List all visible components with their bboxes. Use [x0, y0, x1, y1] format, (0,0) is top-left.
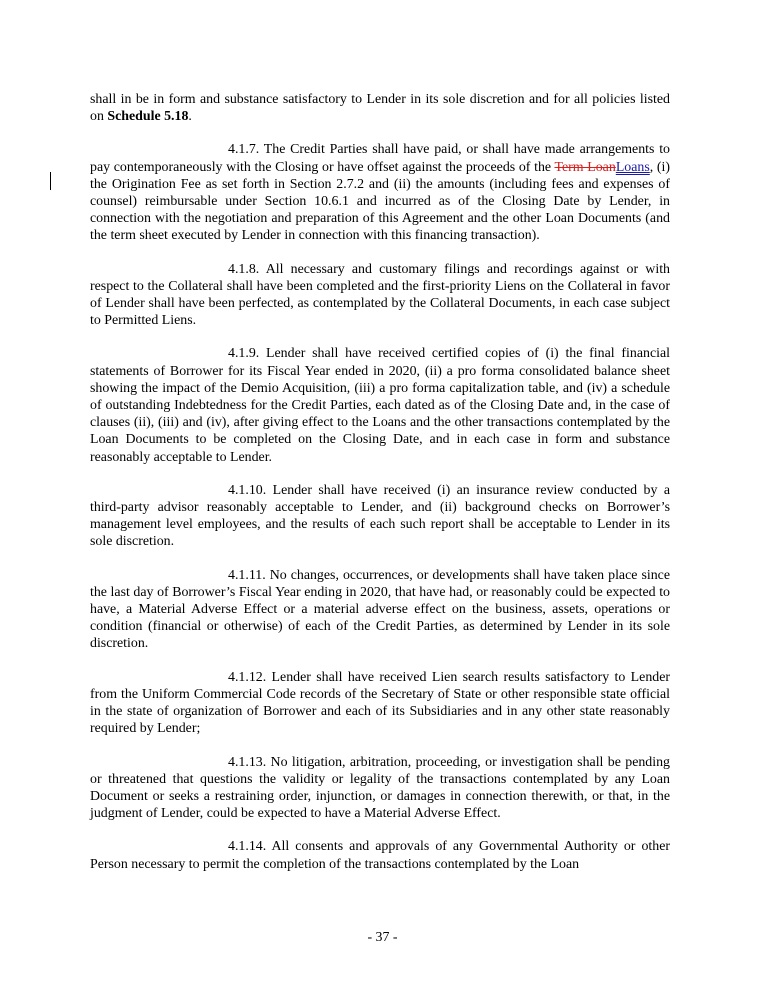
paragraph-text: 4.1.7. The Credit Parties shall have paid, or shall have made arrangements to pay contemporaneously with the Closing or have offset against the proceeds of the: [90, 142, 670, 175]
paragraph-4-1-10: 4.1.10. Lender shall have received (i) an insurance review conducted by a third-party advisor reasonably acceptable to Lender, and (ii) background checks on Borrower’s management level employees, and the results of each such report shall be acceptable to Lender in its sole discretion.: [90, 482, 670, 550]
revision-change-bar: [50, 172, 51, 190]
paragraph-4-1-12: 4.1.12. Lender shall have received Lien search results satisfactory to Lender from the Uniform Commercial Code records of the Secretary of State or other responsible state official in the state of organization of Borrower and each of its Subsidiaries and in any other state reasonably required by Lender;: [90, 669, 670, 737]
paragraph-4-1-11: 4.1.11. No changes, occurrences, or developments shall have taken place since the last day of Borrower’s Fiscal Year ending in 2020, that have had, or reasonably could be expected to have, a Material Adverse Effect or a material adverse effect on the business, assets, operations or condition (financial or otherwise) of each of the Credit Parties, as determined by Lender in its sole discretion.: [90, 567, 670, 652]
paragraph-4-1-8: 4.1.8. All necessary and customary filings and recordings against or with respect to the Collateral shall have been completed and the first-priority Liens on the Collateral in favor of Lender shall have been perfected, as contemplated by the Collateral Documents, in each case subject to Permitted Liens.: [90, 261, 670, 329]
page-number: - 37 -: [367, 930, 398, 945]
schedule-reference: Schedule 5.18: [107, 109, 189, 125]
document-body: [90, 91, 670, 889]
paragraph-4-1-13: 4.1.13. No litigation, arbitration, proceeding, or investigation shall be pending or threatened that questions the validity or legality of the transactions contemplated by any Loan Document or seeks a restraining order, injunction, or damages in connection therewith, or that, in the judgment of Lender, could be expected to have a Material Adverse Effect.: [90, 754, 670, 822]
paragraph-4-1-14: 4.1.14. All consents and approvals of any Governmental Authority or other Person necessary to permit the completion of the transactions contemplated by the Loan: [90, 839, 670, 872]
tracked-deletion: Term Loan: [554, 159, 616, 175]
paragraph-4-1-7: [90, 141, 670, 244]
paragraph-text: shall in be in form and substance satisfactory to Lender in its sole discretion and for all policies listed on: [90, 92, 670, 125]
tracked-insertion: Loans: [615, 159, 650, 175]
paragraph-tail: .: [188, 109, 192, 125]
paragraph-4-1-9: 4.1.9. Lender shall have received certified copies of (i) the final financial statements of Borrower for its Fiscal Year ended in 2020, (ii) a pro forma consolidated balance sheet showing the impact of the Demio Acquisition, (iii) a pro forma capitalization table, and (iv) a schedule of outstanding Indebtedness for the Credit Parties, each dated as of the Closing Date and, in the case of clauses (ii), (iii) and (iv), after giving effect to the Loans and the other transactions contemplated by the Loan Documents to be completed on the Closing Date, and in each case in form and substance reasonably acceptable to Lender.: [90, 346, 670, 465]
paragraph-schedule-5-18: [90, 91, 670, 125]
paragraph-text-continued: , (i) the Origination Fee as set forth in Section 2.7.2 and (ii) the amounts (including fees and expenses of counsel) reimbursable under Section 10.6.1 and incurred as of the Closing Date by Lender, in connection with the negotiation and preparation of this Agreement and the other Loan Documents (and the term sheet executed by Lender in connection with this financing transaction).: [90, 159, 671, 244]
